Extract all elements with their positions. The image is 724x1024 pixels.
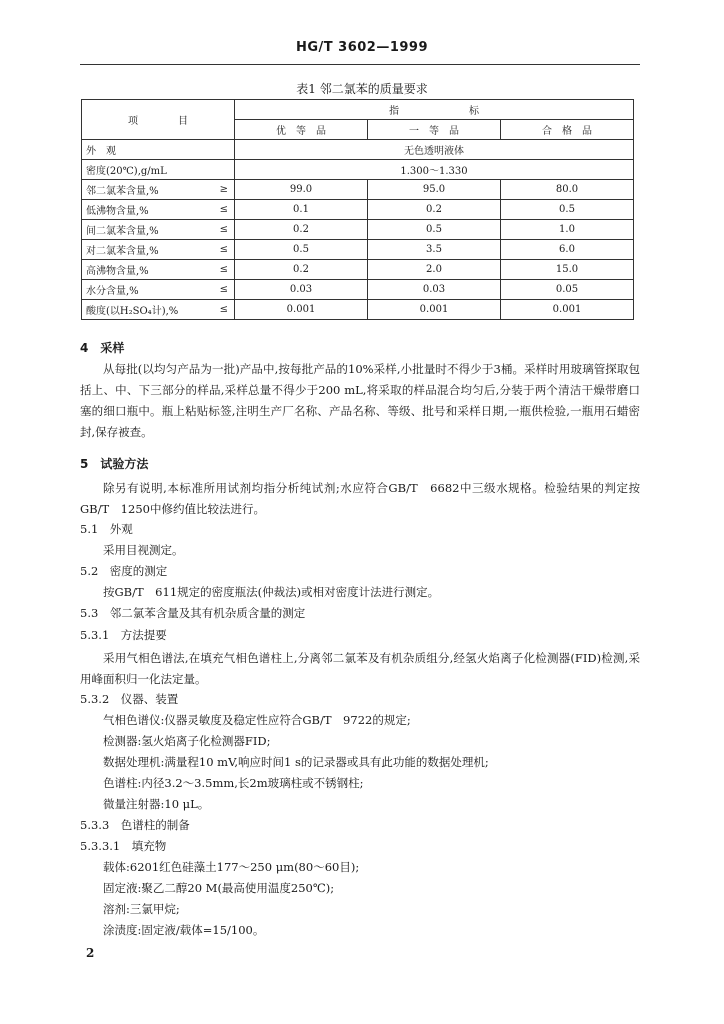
- row-value: 15.0: [501, 260, 634, 280]
- row-relation: ≤: [213, 200, 235, 220]
- row-item: 外 观: [82, 140, 235, 160]
- section-4-paragraph: 从每批(以均匀产品为一批)产品中,按每批产品的10%采样,小批量时不得少于3桶。采样时用玻璃管探取包括上、中、下三部分的样品,采样总量不得少于200 mL,将采取的样品混合均匀后,分装于两个清洁干燥带磨口塞的细口瓶中。瓶上粘贴标签,注明生产厂名称、产品名称、等级、批号和采样日期,一瓶供检验,一瓶用石蜡密封,保存被查。: [80, 362, 640, 439]
- table-row: [82, 300, 634, 320]
- row-item: 密度(20℃),g/mL: [82, 160, 235, 180]
- instrument-line: 检测器:氢火焰离子化检测器FID;: [103, 734, 271, 748]
- section-4-title: 4 采样: [80, 341, 125, 355]
- row-value: 0.001: [235, 300, 368, 320]
- row-value: 0.03: [368, 280, 501, 300]
- header-item: 项 目: [82, 100, 235, 140]
- table-caption: 表1 邻二氯苯的质量要求: [296, 82, 428, 96]
- table-row: [82, 160, 634, 180]
- section-5-3-2-title: 5.3.2 仪器、装置: [80, 692, 179, 706]
- row-item: 低沸物含量,%: [82, 200, 213, 220]
- page-number: 2: [86, 946, 95, 960]
- row-relation: ≤: [213, 260, 235, 280]
- row-value: 0.001: [368, 300, 501, 320]
- instrument-line: 色谱柱:内径3.2～3.5mm,长2m玻璃柱或不锈钢柱;: [103, 776, 364, 790]
- instrument-line: 微量注射器:10 μL。: [103, 797, 210, 811]
- row-value: 99.0: [235, 180, 368, 200]
- row-value: 0.2: [368, 200, 501, 220]
- grade-first: 一 等 品: [368, 120, 501, 140]
- section-5-1-text: 采用目视测定。: [103, 543, 184, 557]
- grade-qualified: 合 格 品: [501, 120, 634, 140]
- section-5-paragraph: 除另有说明,本标准所用试剂均指分析纯试剂;水应符合GB/T 6682中三级水规格。检验结果的判定按GB/T 1250中修约值比较法进行。: [80, 481, 640, 516]
- instrument-line: 数据处理机:满量程10 mV,响应时间1 s的记录器或具有此功能的数据处理机;: [103, 755, 489, 769]
- row-value: 0.2: [235, 260, 368, 280]
- packing-line: 溶剂:三氯甲烷;: [103, 902, 180, 916]
- section-5-2-text: 按GB/T 611规定的密度瓶法(仲裁法)或相对密度计法进行测定。: [103, 585, 440, 599]
- row-value: 0.2: [235, 220, 368, 240]
- section-5-3-1-text: 采用气相色谱法,在填充气相色谱柱上,分离邻二氯苯及有机杂质组分,经氢火焰离子化检测器(FID)检测,采用峰面积归一化法定量。: [80, 651, 640, 686]
- row-item: 间二氯苯含量,%: [82, 220, 213, 240]
- instrument-line: 气相色谱仪:仪器灵敏度及稳定性应符合GB/T 9722的规定;: [103, 713, 411, 727]
- row-item: 邻二氯苯含量,%: [82, 180, 213, 200]
- row-value: 3.5: [368, 240, 501, 260]
- packing-line: 固定液:聚乙二醇20 M(最高使用温度250℃);: [103, 881, 335, 895]
- table-row: [82, 140, 634, 160]
- row-merged-value: 无色透明液体: [235, 140, 634, 160]
- table-row: [82, 200, 634, 220]
- packing-line: 涂渍度:固定液/载体=15/100。: [103, 923, 265, 937]
- header-index: 指 标: [235, 100, 634, 120]
- section-5-3-title: 5.3 邻二氯苯含量及其有机杂质含量的测定: [80, 606, 306, 620]
- row-value: 6.0: [501, 240, 634, 260]
- table-row: [82, 280, 634, 300]
- row-value: 0.1: [235, 200, 368, 220]
- row-item: 高沸物含量,%: [82, 260, 213, 280]
- section-5-2-title: 5.2 密度的测定: [80, 564, 168, 578]
- section-5-title: 5 试验方法: [80, 457, 149, 471]
- table-row: [82, 260, 634, 280]
- header-divider: [80, 64, 640, 65]
- table-row: [82, 220, 634, 240]
- section-5-3-1-title: 5.3.1 方法提要: [80, 628, 167, 642]
- row-item: 水分含量,%: [82, 280, 213, 300]
- row-value: 0.5: [501, 200, 634, 220]
- row-relation: ≤: [213, 300, 235, 320]
- row-value: 95.0: [368, 180, 501, 200]
- row-relation: ≤: [213, 280, 235, 300]
- row-value: 0.5: [235, 240, 368, 260]
- section-5-3-3-1-title: 5.3.3.1 填充物: [80, 839, 167, 853]
- row-merged-value: 1.300～1.330: [235, 160, 634, 180]
- section-5-1-title: 5.1 外观: [80, 522, 133, 536]
- quality-requirements-table: [81, 99, 634, 320]
- row-value: 0.03: [235, 280, 368, 300]
- grade-premium: 优 等 品: [235, 120, 368, 140]
- row-value: 0.001: [501, 300, 634, 320]
- row-relation: ≥: [213, 180, 235, 200]
- section-5-3-3-title: 5.3.3 色谱柱的制备: [80, 818, 190, 832]
- row-value: 80.0: [501, 180, 634, 200]
- row-value: 0.5: [368, 220, 501, 240]
- row-value: 0.05: [501, 280, 634, 300]
- table-row: [82, 180, 634, 200]
- row-item: 酸度(以H₂SO₄计),%: [82, 300, 213, 320]
- standard-number-header: HG/T 3602—1999: [295, 40, 429, 55]
- packing-line: 载体:6201红色硅藻土177～250 μm(80～60目);: [103, 860, 360, 874]
- row-value: 2.0: [368, 260, 501, 280]
- row-item: 对二氯苯含量,%: [82, 240, 213, 260]
- table-row: [82, 240, 634, 260]
- row-relation: ≤: [213, 240, 235, 260]
- table-header-row: [82, 100, 634, 120]
- row-relation: ≤: [213, 220, 235, 240]
- row-value: 1.0: [501, 220, 634, 240]
